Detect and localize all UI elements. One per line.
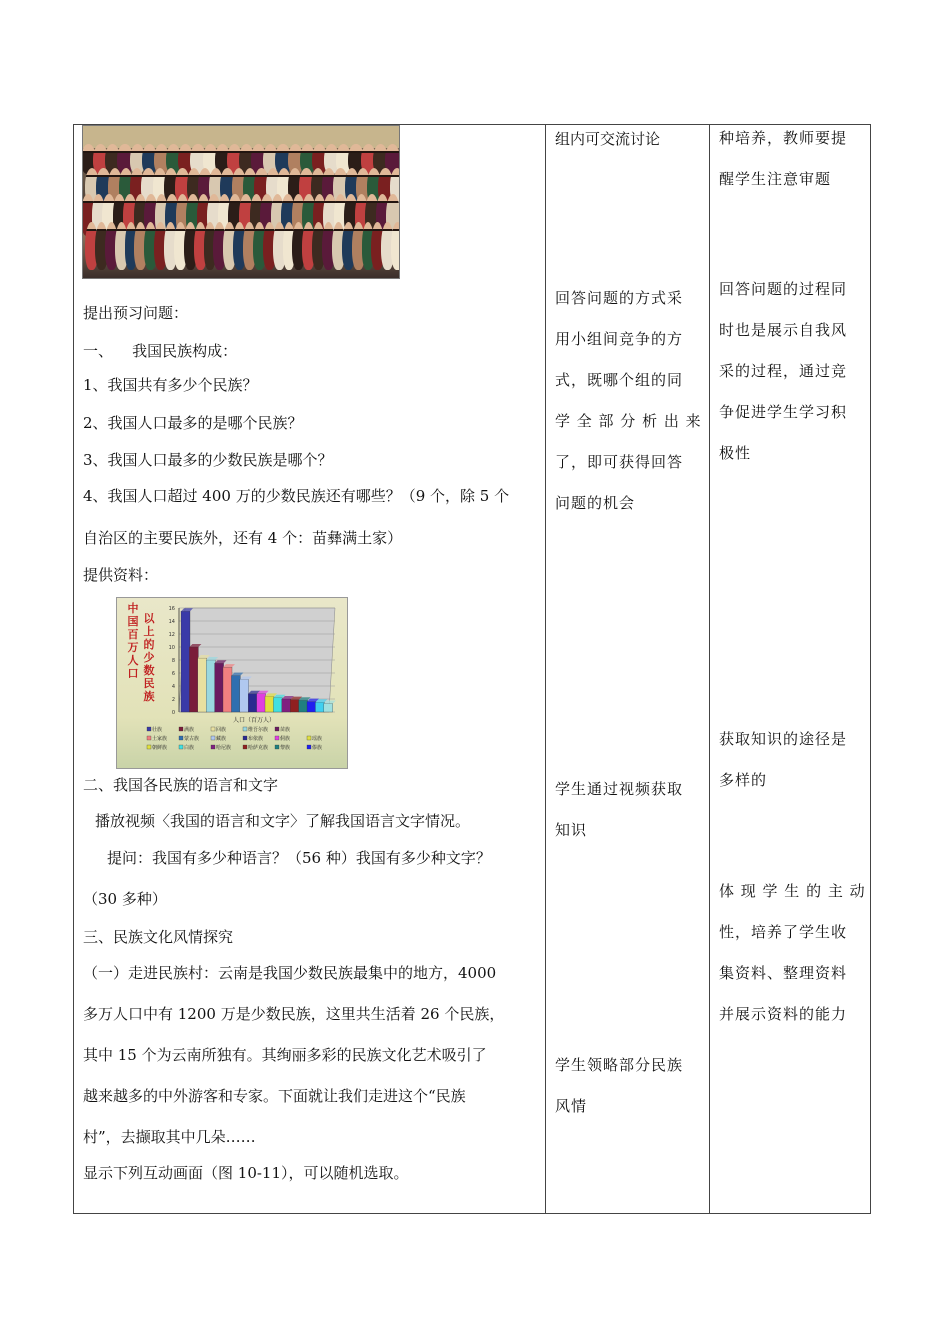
initiative-line: 性，培养了学生收: [719, 923, 848, 941]
legend-label: 傣族: [312, 745, 323, 751]
custom-experience-text: [555, 1045, 683, 1127]
knowledge-ways-text: [719, 719, 847, 801]
legend-label: 维吾尔族: [248, 727, 269, 733]
bar: [257, 694, 266, 712]
legend-label: 朝鲜族: [152, 745, 168, 751]
y-tick-label: 6: [171, 671, 175, 677]
y-tick-label: 16: [168, 606, 175, 612]
bar: [223, 667, 232, 712]
bar: [273, 698, 282, 712]
legend-label: 侗族: [280, 736, 291, 742]
minority-population-chart: [116, 597, 348, 769]
chart-title-char: 人: [127, 654, 139, 667]
y-tick-label: 4: [171, 684, 175, 690]
question-3: 3、我国人口最多的少数民族是哪个？: [83, 451, 333, 469]
paragraph-line2: 多万人口中有 1200 万是少数民族，这里共生活着 26 个民族，: [83, 1005, 505, 1023]
legend-swatch: [275, 745, 279, 749]
self-display-text: [719, 269, 847, 474]
chart-title-char: 口: [127, 667, 139, 680]
self-display-line: 争促进学生学习积: [719, 403, 848, 421]
bar: [324, 704, 333, 712]
knowledge-ways-line: 多样的: [719, 771, 768, 789]
legend-swatch: [211, 745, 215, 749]
legend-swatch: [307, 736, 311, 740]
video-line: 播放视频〈我国的语言和文字〉了解我国语言文字情况。: [95, 812, 471, 830]
bar: [240, 680, 249, 713]
self-display-line: 采的过程，通过竞: [719, 362, 848, 380]
legend-swatch: [179, 727, 183, 731]
bar: [248, 694, 257, 712]
initiative-line: 并展示资料的能力: [719, 1005, 848, 1023]
y-tick-label: 14: [168, 619, 175, 625]
train-line: 种培养，教师要提: [719, 129, 848, 147]
bar: [315, 702, 324, 712]
legend-label: 壮族: [152, 727, 163, 733]
custom-experience-line: 风情: [555, 1097, 588, 1115]
chart-title-char: 中: [127, 602, 139, 615]
bar: [299, 700, 308, 712]
chart-svg: [117, 598, 347, 768]
legend-swatch: [243, 736, 247, 740]
chart-title-char: 的: [143, 638, 155, 651]
legend-swatch: [179, 745, 183, 749]
paragraph-line5: 村”，去撷取其中几朵……: [83, 1128, 256, 1146]
ethnic-group-photo: [82, 125, 400, 279]
bar: [206, 660, 215, 712]
legend-swatch: [211, 727, 215, 731]
chart-title-char: 以: [143, 612, 155, 625]
teaching-content-cell: [74, 125, 546, 1214]
group-discuss-text: 组内可交流讨论: [555, 130, 661, 148]
question-2: 2、我国人口最多的是哪个民族？: [83, 414, 303, 432]
legend-swatch: [275, 727, 279, 731]
answer-method-line: 式，既哪个组的同: [555, 371, 684, 389]
initiative-line: 体 现 学 生 的 主 动: [719, 882, 866, 900]
chart-title-char: 少: [143, 651, 155, 664]
self-display-line: 极性: [719, 444, 752, 462]
legend-swatch: [147, 736, 151, 740]
x-axis-label: 人口（百万人）: [232, 717, 276, 724]
legend-label: 哈尼族: [216, 745, 232, 751]
bar: [282, 699, 291, 712]
question-4-line2: 自治区的主要民族外，还有 4 个：苗彝满土家）: [83, 529, 403, 547]
legend-label: 蒙古族: [184, 736, 200, 742]
legend-label: 回族: [216, 727, 227, 733]
video-knowledge-line: 知识: [555, 821, 588, 839]
legend-label: 土家族: [152, 736, 168, 742]
y-tick-label: 8: [171, 658, 175, 664]
legend-swatch: [243, 727, 247, 731]
legend-label: 布依族: [248, 736, 264, 742]
question-1: 1、我国共有多少个民族？: [83, 376, 258, 394]
display-line: 显示下列互动画面（图 10-11），可以随机选取。: [83, 1164, 409, 1182]
resources-label: 提供资料：: [83, 566, 159, 584]
y-tick-label: 12: [168, 632, 175, 638]
ask-line2: （30 多种）: [83, 890, 167, 908]
design-intent-cell: [710, 125, 871, 1214]
chart-title-char: 民: [143, 677, 155, 690]
custom-experience-line: 学生领略部分民族: [555, 1056, 684, 1074]
self-display-line: 时也是展示自我风: [719, 321, 848, 339]
self-display-line: 回答问题的过程同: [719, 280, 848, 298]
chart-title-char: 万: [127, 641, 139, 654]
paragraph-line4: 越来越多的中外游客和专家。下面就让我们走进这个“民族: [83, 1087, 466, 1105]
chart-title-char: 族: [143, 690, 155, 703]
legend-label: 黎族: [280, 745, 291, 751]
legend-swatch: [307, 745, 311, 749]
student-activity-cell: [546, 125, 710, 1214]
bar: [307, 702, 316, 712]
answer-method-line: 用小组间竞争的方: [555, 330, 684, 348]
answer-method-text: [555, 278, 702, 524]
chart-title-char: 上: [143, 625, 155, 638]
section3-heading: 三、民族文化风情探究: [83, 928, 234, 946]
legend-label: 苗族: [280, 727, 291, 733]
y-tick-label: 10: [168, 645, 175, 651]
bar: [265, 696, 274, 712]
chart-title-char: 百: [127, 628, 139, 641]
legend-swatch: [147, 727, 151, 731]
bar: [189, 647, 198, 712]
bar: [215, 663, 224, 712]
answer-method-line: 回答问题的方式采: [555, 289, 684, 307]
video-knowledge-text: [555, 769, 683, 851]
legend-swatch: [275, 736, 279, 740]
section1-heading: 一、 我国民族构成：: [83, 342, 238, 360]
initiative-line: 集资料、整理资料: [719, 964, 848, 982]
ask-line1: 提问：我国有多少种语言？（56 种）我国有多少种文字？: [107, 849, 491, 867]
photo-figure: [391, 222, 400, 270]
y-tick-label: 2: [171, 697, 175, 703]
answer-method-line: 问题的机会: [555, 494, 636, 512]
y-tick-label: 0: [171, 710, 175, 716]
train-line: 醒学生注意审题: [719, 170, 832, 188]
bar: [231, 676, 240, 712]
bar: [198, 658, 207, 712]
legend-swatch: [243, 745, 247, 749]
chart-title-char: 国: [127, 615, 139, 628]
chart-title-char: 数: [143, 664, 155, 677]
legend-label: 白族: [184, 745, 195, 751]
video-knowledge-line: 学生通过视频获取: [555, 780, 684, 798]
legend-label: 瑶族: [312, 736, 323, 742]
legend-swatch: [147, 745, 151, 749]
answer-method-line: 学 全 部 分 析 出 来: [555, 412, 702, 430]
preview-questions-heading: 提出预习问题：: [83, 304, 189, 322]
legend-label: 满族: [184, 727, 195, 733]
section2-heading: 二、我国各民族的语言和文字: [83, 776, 279, 794]
legend-label: 藏族: [216, 736, 227, 742]
bar: [181, 611, 190, 712]
train-text: [719, 118, 847, 200]
legend-swatch: [179, 736, 183, 740]
legend-label: 哈萨克族: [248, 745, 269, 751]
initiative-text: [719, 871, 866, 1035]
legend-swatch: [211, 736, 215, 740]
lesson-plan-table: [73, 124, 871, 1214]
answer-method-line: 了，即可获得回答: [555, 453, 684, 471]
paragraph-line3: 其中 15 个为云南所独有。其绚丽多彩的民族文化艺术吸引了: [83, 1046, 487, 1064]
question-4-line1: 4、我国人口超过 400 万的少数民族还有哪些？（9 个，除 5 个: [83, 487, 510, 505]
bar: [290, 700, 299, 712]
knowledge-ways-line: 获取知识的途径是: [719, 730, 848, 748]
paragraph-line1: （一）走进民族村：云南是我国少数民族最集中的地方，4000: [83, 964, 497, 982]
